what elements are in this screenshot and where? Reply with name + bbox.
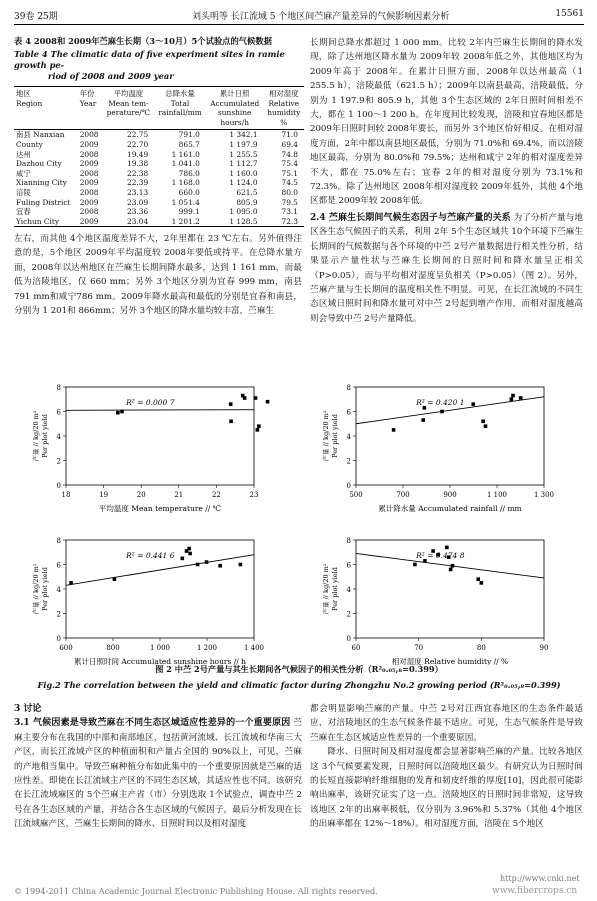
header-line: 平均温度 <box>113 89 144 98</box>
table-cell: 22.75 <box>127 130 149 140</box>
table-cell: 咸宁 <box>16 168 31 178</box>
table-cell: 71.0 <box>281 130 298 140</box>
header-line: Relative <box>268 98 300 108</box>
section-heading: 3 讨论 <box>14 704 42 714</box>
header-line: perature/℃ <box>106 108 151 118</box>
figure-2 <box>14 365 584 665</box>
header-line: % <box>280 117 288 127</box>
table-cell: Xianning City <box>16 178 67 188</box>
table-caption-cn: 表 4 2008和 2009年苎麻生长期（3～10月）5个试验点的气候数据 <box>14 36 272 46</box>
x-tick-label: 22 <box>211 491 221 499</box>
table-cell: 1 197.9 <box>229 139 258 149</box>
copyright-footer: © 1994-2011 China Academic Journal Electronic Publishing House. All rights reserved. <box>14 886 378 896</box>
table-cell: 23.13 <box>127 187 149 197</box>
paragraph: 降水、日照时间及相对湿度都会显著影响苎麻的产量。比较各地区这 3个气候要素发现，日照时间以涪陵地区最少。有研究认为日照时间的长短直接影响纤维细胞的发育和韧皮纤维的厚度[10]，因此很可能影响出麻率，该研究证实了这一点。涪陵地区的日照时间非常短，这导致该地区 2年的出麻率极低，仅分别为 3.96%和 5.37%（其他 4个地区的出麻率都在 12%～18%）。相对湿度方面，涪陵在 5个地区 <box>310 747 583 830</box>
table-caption-en-2: riod of 2008 and 2009 year <box>48 71 174 81</box>
header-line: Year <box>79 98 97 108</box>
y-tick-label: 2 <box>346 610 351 619</box>
header-line: rainfall/mm <box>158 108 202 118</box>
table-cell: 2009 <box>79 159 99 169</box>
data-point <box>257 424 261 428</box>
table-cell: 22.39 <box>127 178 149 188</box>
x-tick-label: 1 000 <box>149 644 171 652</box>
table-cell: 660.0 <box>178 187 200 197</box>
scatter-panel-2 <box>321 384 554 513</box>
x-tick-label: 19 <box>99 491 109 499</box>
table-header-cell <box>78 87 103 130</box>
header-line: 累计日照 <box>219 89 250 98</box>
data-point <box>229 420 233 424</box>
y-tick-label: 2 <box>56 457 61 466</box>
x-tick-label: 800 <box>106 644 120 652</box>
table-cell: 23.09 <box>127 197 149 207</box>
y-axis-label-en: Per plot yield <box>41 567 49 611</box>
table-cell: 999.1 <box>178 207 200 217</box>
table-cell: 2009 <box>79 197 99 207</box>
table-row <box>14 140 304 150</box>
table-cell: 2008 <box>79 130 99 140</box>
table-cell: 23.04 <box>127 216 149 226</box>
y-tick-label: 6 <box>56 408 61 417</box>
y-tick-label: 4 <box>56 433 61 441</box>
running-title: 刘头明等 长江流域 5 个地区间苎麻产量差异的气候影响因素分析 <box>192 12 450 22</box>
table-row <box>14 198 304 208</box>
data-point <box>241 394 245 398</box>
table-cell: Dazhou City <box>16 159 62 169</box>
data-point <box>440 410 444 414</box>
table-cell: 2008 <box>79 168 99 178</box>
y-tick-label: 6 <box>346 561 351 570</box>
table-row <box>14 207 304 217</box>
right-column-text <box>310 36 583 326</box>
table-cell: 74.5 <box>281 178 298 188</box>
x-tick-label: 1 300 <box>533 491 555 499</box>
y-axis-label-en: Per plot yield <box>41 414 49 458</box>
table-cell: 1 041.0 <box>171 159 200 169</box>
table-cell: 1 051.4 <box>171 197 200 207</box>
figure-caption-en: Fig.2 The correlation between the yield and climatic factor during Zhongzhu No.2 growing period (R²₀.₀₅,₈=0.399) <box>37 680 561 690</box>
y-tick-label: 4 <box>346 586 351 594</box>
left-column-text <box>14 232 302 318</box>
table-cell: Fuling District <box>16 197 71 207</box>
table-cell: 2008 <box>79 149 99 159</box>
trend-line <box>66 410 254 411</box>
header-line: 地区 <box>16 89 31 98</box>
table-cell: 69.4 <box>281 139 298 149</box>
data-point <box>116 411 120 415</box>
header-line: humidity <box>267 108 301 118</box>
volume-issue: 39卷 25期 <box>14 12 58 22</box>
discussion-right <box>310 702 583 832</box>
table-cell: 75.4 <box>281 159 298 169</box>
table-cell: 2008 <box>79 187 99 197</box>
y-tick-label: 8 <box>346 384 351 392</box>
x-axis-label: 累计降水量 Accumulated rainfall // mm <box>378 504 522 513</box>
data-point <box>188 552 192 556</box>
data-point <box>421 418 425 422</box>
table-cell: 2009 <box>79 178 99 188</box>
data-point <box>476 577 480 581</box>
y-axis-label-cn: 产量 // kg/20 m² <box>32 563 40 615</box>
x-tick-label: 23 <box>249 491 259 499</box>
subsection-heading: 3.1 气候因素是导致苎麻在不同生态区域适应性差异的一个重要原因 <box>14 718 291 729</box>
table-cell: 786.0 <box>178 168 200 178</box>
x-tick-label: 1 200 <box>196 644 218 652</box>
r-squared-label: R² = 0.420 1 <box>416 398 465 407</box>
header-line: Mean tem- <box>108 98 149 108</box>
y-tick-label: 4 <box>346 433 351 441</box>
y-tick-label: 0 <box>346 482 351 490</box>
table-cell: County <box>16 139 43 149</box>
footer-url[interactable]: http://www.cnki.net <box>500 874 580 883</box>
paragraph: 苎麻主要分布在我国的中部和南部地区，包括黄河流域、长江流域和华南三大产区，而长江流域产区的种植面积和产量占全国的 90%以上，可见，苎麻的产地相当集中。导致苎麻种植分布如此集中的一个重要原因就是苎麻的适应性差。即使在长江流域主产区的不同生态区域，其适应性也不同。该研究在长江流域麻区的 5个苎麻主产省（市）分别选取 1个试验点，调查中苎 2号在各生态区域的产量，并结合各生态区域的气候因子，最后分析发现在长江流域麻产区，苎麻生长期间的降水、日照时间以及相对湿度 <box>14 718 303 830</box>
r-squared-label: R² = 0.000 7 <box>126 398 175 407</box>
header-line: Accumulated <box>210 98 260 108</box>
y-tick-label: 6 <box>56 561 61 570</box>
table-cell: 621.5 <box>236 187 258 197</box>
table-cell: 南县 Nanxian <box>16 130 65 140</box>
table-cell: 72.3 <box>281 216 298 226</box>
table-cell: 涪陵 <box>16 187 31 197</box>
table-cell: 74.8 <box>281 149 298 159</box>
table-cell: 22.70 <box>127 139 149 149</box>
data-point <box>196 563 200 567</box>
table-header-cell <box>103 87 155 130</box>
data-point <box>229 402 233 406</box>
x-tick-label: 90 <box>539 644 549 652</box>
table-cell: 19.49 <box>127 149 149 159</box>
data-point <box>113 577 117 581</box>
header-line: sunshine <box>218 108 252 118</box>
x-tick-label: 60 <box>351 644 361 652</box>
header-line: 年份 <box>79 89 95 98</box>
y-tick-label: 8 <box>56 384 61 392</box>
y-tick-label: 4 <box>56 586 61 594</box>
y-tick-label: 0 <box>56 635 61 643</box>
data-point <box>254 396 258 400</box>
paragraph: 左右，而其他 4个地区温度差异不大，2年里都在 23 ℃左右。另外值得注意的是，5个地区 2009年平均温度较 2008年要低或持平。在总降水量方面，2008年以达州地区在苎麻生长期间降水最多，达到 1 161 mm，而最低为涪陵地区，仅 660 mm；另外 3个地区分别为宜春 999 mm，南县 791 mm和咸宁786 mm。2009年降水最高和最低的分别是宜春和南县，分别为 1 201和 866mm；另外 3个地区的降水量均较丰富，苎麻生 <box>14 234 302 317</box>
table-header-cell <box>14 87 78 130</box>
table-row <box>14 159 304 169</box>
scatter-panel-1 <box>31 384 269 513</box>
header-line: hours/h <box>220 117 249 127</box>
data-point <box>120 410 124 414</box>
table-cell: 1 161.0 <box>171 149 200 159</box>
table-cell: 1 201.2 <box>171 216 200 226</box>
figure-caption-cn: 图 2 中苎 2号产量与其生长期间各气候因子的相关性分析（R²₀.₀₅,₈=0.399） <box>155 664 443 674</box>
x-tick-label: 20 <box>136 491 146 499</box>
table-cell: 73.1 <box>281 207 298 217</box>
table-cell: 2008 <box>79 207 99 217</box>
table-cell: 23.36 <box>127 207 149 217</box>
y-tick-label: 8 <box>346 537 351 545</box>
table-cell: 1 112.7 <box>229 159 258 169</box>
table-header-cell <box>264 87 304 130</box>
data-point <box>471 402 475 406</box>
table-cell: 791.0 <box>178 130 200 140</box>
section-heading: 2.4 苎麻生长期间气候生态因子与苎麻产量的关系 <box>310 212 511 223</box>
table-cell: 2009 <box>79 216 99 226</box>
x-tick-label: 1 100 <box>486 491 508 499</box>
page-number: 15561 <box>555 9 584 19</box>
data-point <box>451 564 455 568</box>
x-axis-label: 累计日照时间 Accumulated sunshine hours // h <box>74 657 246 665</box>
table-cell: 19.38 <box>127 159 149 169</box>
header-line: 总降水量 <box>165 89 195 98</box>
y-tick-label: 8 <box>56 537 61 545</box>
subsection <box>14 716 302 831</box>
discussion-left <box>14 702 302 832</box>
y-axis-label-en: Per plot yield <box>331 567 339 611</box>
data-point <box>69 581 73 585</box>
header-rule <box>14 24 584 25</box>
paragraph: 为了分析产量与地区各生态气候因子的关系，利用 2年 5个生态区域共 10个环境下苎麻生长期间的气候数据与各个环境的中苎 2号产量数据进行相关性分析，结果显示产量性状与苎麻生长期间的日照时间和降水量呈正相关（P>0.05），而与平均相对湿度呈负相关（P>0.05）（图 2）。另外，苎麻产量与生长期间的温度相关性不明显。可见，在长江流域的不同生态区域日照时间和降水量可对中苎 2号起到增产作用，而相对湿度越高则会导致中苎 2号产量降低。 <box>310 212 583 324</box>
y-axis-label-en: Per plot yield <box>331 414 339 458</box>
running-header <box>14 9 584 23</box>
table-cell: 2009 <box>79 139 99 149</box>
table-cell: 1 255.5 <box>229 149 258 159</box>
x-tick-label: 80 <box>476 644 486 652</box>
x-tick-label: 18 <box>61 491 71 499</box>
data-point <box>484 424 488 428</box>
table-row <box>14 169 304 179</box>
data-point <box>266 400 270 404</box>
x-tick-label: 21 <box>174 491 184 499</box>
data-point <box>510 397 514 401</box>
table-cell: 1 128.5 <box>229 216 258 226</box>
paragraph: 长期间总降水都超过 1 000 mm。比较 2年内苎麻生长期间的降水发现，除了达州地区降水量为 2009年较 2008年低之外，其他地区均为 2009年高于 2008年。在累计日照方面，2008年以达州最高（1 255.5 h），涪陵最低（621.5 h）；2009年以南县最高，涪陵最低，分别为 1 197.9和 805.9 h，其他 3个生态区域的 2年日照时间相差不大，都在 1 100～1 200 h。在年度间比较发现，涪陵和宜春地区都是 2009年日照时间较 2008年要长，而另外 3个地区恰好相反。在相对湿度方面，2年中都以南县地区最低，分别为 71.0%和 69.4%，而以涪陵地区最高，分别为 80.0%和 79.5%；达州和咸宁 2年的相对湿度差异不大，都在 75.0%左右；宜春 2年的相对湿度分别为 73.1%和 72.3%。除了达州地区 2008年相对湿度较 2009年低外，其他 4个地区都是 2009年较 2008年低。 <box>310 38 583 207</box>
data-point <box>218 564 222 568</box>
x-tick-label: 1 400 <box>243 644 265 652</box>
data-point <box>519 396 523 400</box>
table-header-cell <box>206 87 264 130</box>
header-line: Total <box>170 98 190 108</box>
y-axis-label-cn: 产量 // kg/20 m² <box>322 563 330 615</box>
table-cell: 1 342.1 <box>229 130 258 140</box>
y-tick-label: 0 <box>56 482 61 490</box>
header-line: Region <box>16 98 43 108</box>
y-axis-label-cn: 产量 // kg/20 m² <box>32 410 40 462</box>
x-tick-label: 500 <box>349 491 363 499</box>
table-cell: 865.7 <box>178 139 200 149</box>
table-cell: 805.9 <box>236 197 258 207</box>
data-point <box>181 557 185 561</box>
table-cell: 22.38 <box>127 168 149 178</box>
paragraph: 都会明显影响苎麻的产量。中苎 2号对江西宜春地区的生态条件最适应，对涪陵地区的生态气候条件最不适应。可见，生态气候条件是导致苎麻在生态区域适应性差异的一个重要原因。 <box>310 704 583 743</box>
table-cell: Yichun City <box>16 216 60 226</box>
x-tick-label: 600 <box>59 644 73 652</box>
data-point <box>481 420 485 424</box>
table-row <box>14 188 304 198</box>
table-cell: 1 095.0 <box>229 207 258 217</box>
table-row <box>14 150 304 160</box>
table-cell: 达州 <box>16 149 31 159</box>
x-tick-label: 900 <box>443 491 457 499</box>
data-point <box>480 581 484 585</box>
table-caption-en-1: Table 4 The climatic data of five experiment sites in ramie growth pe- <box>14 49 285 70</box>
scatter-panel-3 <box>31 537 264 665</box>
data-point <box>449 568 453 572</box>
data-point <box>392 428 396 432</box>
y-tick-label: 2 <box>56 610 61 619</box>
data-point <box>239 563 243 567</box>
climate-table <box>14 87 304 226</box>
data-point <box>445 546 449 550</box>
table-row <box>14 217 304 227</box>
data-point <box>511 394 515 398</box>
watermark: www.fibercrops.cn <box>492 886 578 896</box>
r-squared-label: R² = 0.441 6 <box>126 551 175 560</box>
y-tick-label: 6 <box>346 408 351 417</box>
y-tick-label: 2 <box>346 457 351 466</box>
data-point <box>256 428 260 432</box>
x-tick-label: 70 <box>414 644 424 652</box>
table-cell: 1 124.0 <box>229 178 258 188</box>
table-cell: 80.0 <box>281 187 298 197</box>
table-cell: 宜春 <box>16 207 31 217</box>
y-axis-label-cn: 产量 // kg/20 m² <box>322 410 330 462</box>
x-tick-label: 700 <box>396 491 410 499</box>
data-point <box>205 560 209 564</box>
table-row <box>14 130 304 140</box>
table-row <box>14 178 304 188</box>
table-4-block <box>14 36 304 227</box>
table-cell: 75.1 <box>281 168 298 178</box>
section-2-4 <box>310 211 583 326</box>
data-point <box>187 547 191 551</box>
x-axis-label: 平均温度 Mean temperature // ℃ <box>98 504 222 513</box>
r-squared-label: R² = 0.474 8 <box>416 551 465 560</box>
table-cell: 1 160.0 <box>229 168 258 178</box>
header-line: 相对湿度 <box>268 89 299 98</box>
x-axis-label: 相对湿度 Relative humidity // % <box>391 657 509 665</box>
table-cell: 79.5 <box>281 197 298 207</box>
y-tick-label: 0 <box>346 635 351 643</box>
data-point <box>413 563 417 567</box>
scatter-panel-4 <box>321 537 548 665</box>
table-header-cell <box>154 87 206 130</box>
table-cell: 1 168.0 <box>171 178 200 188</box>
